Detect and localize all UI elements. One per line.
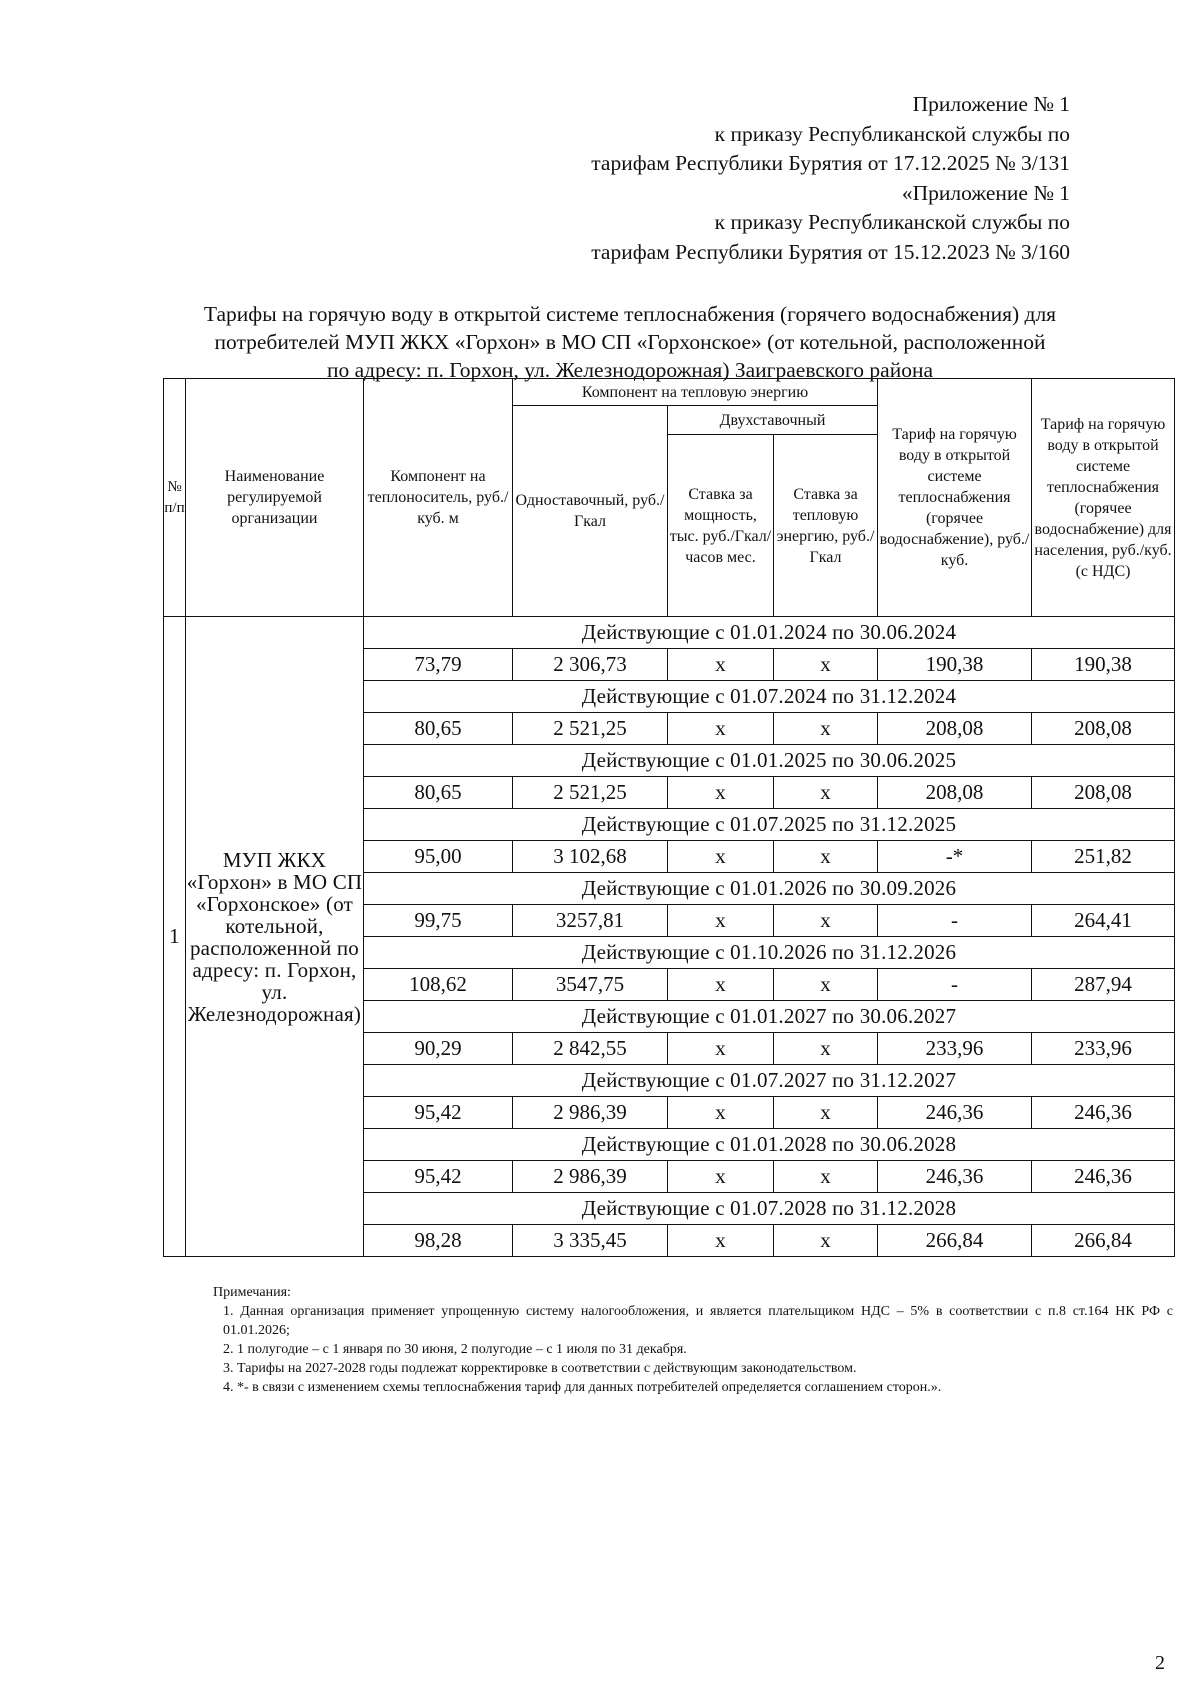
cell-coolant: 95,42 (364, 1161, 513, 1193)
cell-single: 3257,81 (513, 905, 668, 937)
cell-power: х (668, 841, 774, 873)
cell-energy: х (774, 1097, 878, 1129)
cell-power: х (668, 1033, 774, 1065)
cell-tariff: 208,08 (878, 777, 1032, 809)
cell-coolant: 98,28 (364, 1225, 513, 1257)
period-label: Действующие с 01.07.2025 по 31.12.2025 (364, 809, 1175, 841)
header-tariff: Тариф на горячую воду в открытой системе теплоснабжения (горячее водоснабжение), руб./куб. (878, 379, 1032, 617)
cell-energy: х (774, 649, 878, 681)
cell-tariff: - (878, 905, 1032, 937)
period-label: Действующие с 01.07.2027 по 31.12.2027 (364, 1065, 1175, 1097)
cell-tariff: 246,36 (878, 1161, 1032, 1193)
header-line: Приложение № 1 (912, 92, 1070, 116)
cell-coolant: 90,29 (364, 1033, 513, 1065)
cell-single: 3 102,68 (513, 841, 668, 873)
cell-tariff-pop: 287,94 (1032, 969, 1175, 1001)
cell-energy: х (774, 841, 878, 873)
cell-coolant: 80,65 (364, 713, 513, 745)
cell-single: 2 521,25 (513, 777, 668, 809)
header-line: тарифам Республики Бурятия от 15.12.2023 № 3/160 (591, 239, 1070, 264)
cell-power: х (668, 649, 774, 681)
cell-coolant: 80,65 (364, 777, 513, 809)
note-1: 1. Данная организация применяет упрощенную систему налогообложения, и является плательщиком НДС – 5% в соответствии с п.8 ст.164 НК РФ с 01.01.2026; (223, 1304, 1173, 1338)
cell-tariff-pop: 246,36 (1032, 1161, 1175, 1193)
period-label: Действующие с 01.01.2028 по 30.06.2028 (364, 1129, 1175, 1161)
period-label: Действующие с 01.01.2025 по 30.06.2025 (364, 745, 1175, 777)
note-2: 2. 1 полугодие – с 1 января по 30 июня, 2 полугодие – с 1 июля по 31 декабря. (223, 1342, 687, 1357)
appendix-header (591, 90, 1070, 267)
period-label: Действующие с 01.01.2026 по 30.09.2026 (364, 873, 1175, 905)
cell-tariff: - (878, 969, 1032, 1001)
cell-energy: х (774, 969, 878, 1001)
cell-coolant: 108,62 (364, 969, 513, 1001)
cell-tariff: 208,08 (878, 713, 1032, 745)
header-org: Наименование регулируемой организации (186, 379, 364, 617)
cell-energy: х (774, 1033, 878, 1065)
cell-single: 2 842,55 (513, 1033, 668, 1065)
cell-tariff: 266,84 (878, 1225, 1032, 1257)
cell-tariff-pop: 190,38 (1032, 649, 1175, 681)
cell-tariff: 246,36 (878, 1097, 1032, 1129)
cell-single: 2 986,39 (513, 1161, 668, 1193)
period-label: Действующие с 01.10.2026 по 31.12.2026 (364, 937, 1175, 969)
cell-power: х (668, 713, 774, 745)
row-index: 1 (164, 617, 186, 1257)
header-energy-rate: Ставка за тепловую энергию, руб./Гкал (774, 435, 878, 617)
cell-coolant: 95,42 (364, 1097, 513, 1129)
cell-single: 3547,75 (513, 969, 668, 1001)
period-label: Действующие с 01.07.2028 по 31.12.2028 (364, 1193, 1175, 1225)
cell-power: х (668, 777, 774, 809)
header-line: тарифам Республики Бурятия от 17.12.2025 № 3/131 (591, 151, 1070, 175)
header-line: к приказу Республиканской службы по (714, 121, 1070, 146)
cell-single: 2 521,25 (513, 713, 668, 745)
title-line: по адресу: п. Горхон, ул. Железнодорожная) Заиграевского района (326, 358, 934, 382)
cell-energy: х (774, 1225, 878, 1257)
notes-heading: Примечания: (213, 1285, 291, 1300)
cell-power: х (668, 905, 774, 937)
header-power-rate: Ставка за мощность, тыс. руб./Гкал/ часов мес. (668, 435, 774, 617)
cell-tariff: 233,96 (878, 1033, 1032, 1065)
header-coolant: Компонент на теплоноситель, руб./куб. м (364, 379, 513, 617)
note-4: 4. *- в связи с изменением схемы теплоснабжения тариф для данных потребителей определяется соглашением сторон.». (223, 1380, 942, 1395)
tariff-table (163, 378, 1175, 1257)
document-title (150, 300, 1110, 384)
cell-single: 2 986,39 (513, 1097, 668, 1129)
period-label: Действующие с 01.01.2027 по 30.06.2027 (364, 1001, 1175, 1033)
title-line: Тарифы на горячую воду в открытой системе теплоснабжения (горячего водоснабжения) для (203, 302, 1057, 326)
cell-tariff-pop: 251,82 (1032, 841, 1175, 873)
header-single-rate: Одноставочный, руб./Гкал (513, 406, 668, 617)
header-tariff-population: Тариф на горячую воду в открытой системе теплоснабжения (горячее водоснабжение) для населения, руб./куб. (с НДС) (1032, 379, 1175, 617)
page-number: 2 (1155, 1652, 1165, 1674)
cell-tariff: -* (878, 841, 1032, 873)
cell-coolant: 73,79 (364, 649, 513, 681)
cell-tariff-pop: 233,96 (1032, 1033, 1175, 1065)
cell-tariff-pop: 246,36 (1032, 1097, 1175, 1129)
cell-tariff-pop: 208,08 (1032, 713, 1175, 745)
cell-tariff-pop: 266,84 (1032, 1225, 1175, 1257)
header-line: «Приложение № 1 (901, 180, 1070, 205)
tariff-body (164, 617, 1175, 1257)
cell-power: х (668, 1225, 774, 1257)
header-two-rate: Двухставочный (668, 406, 878, 435)
org-name: МУП ЖКХ «Горхон» в МО СП «Горхонское» (от котельной, расположенной по адресу: п. Горхон, ул. Железнодорожная) (186, 617, 364, 1257)
title-line: потребителей МУП ЖКХ «Горхон» в МО СП «Горхонское» (от котельной, расположенной (214, 330, 1046, 354)
cell-energy: х (774, 1161, 878, 1193)
header-num: № п/п (164, 379, 186, 617)
cell-power: х (668, 1161, 774, 1193)
header-heat-component: Компонент на тепловую энергию (513, 379, 878, 406)
cell-energy: х (774, 905, 878, 937)
cell-coolant: 99,75 (364, 905, 513, 937)
cell-tariff-pop: 264,41 (1032, 905, 1175, 937)
cell-single: 2 306,73 (513, 649, 668, 681)
period-label: Действующие с 01.07.2024 по 31.12.2024 (364, 681, 1175, 713)
notes (163, 1283, 1173, 1397)
cell-tariff-pop: 208,08 (1032, 777, 1175, 809)
cell-tariff: 190,38 (878, 649, 1032, 681)
cell-single: 3 335,45 (513, 1225, 668, 1257)
cell-energy: х (774, 713, 878, 745)
period-label: Действующие с 01.01.2024 по 30.06.2024 (364, 617, 1175, 649)
cell-energy: х (774, 777, 878, 809)
header-line: к приказу Республиканской службы по (714, 210, 1070, 234)
note-3: 3. Тарифы на 2027-2028 годы подлежат корректировке в соответствии с действующим законодательством. (223, 1361, 857, 1376)
cell-coolant: 95,00 (364, 841, 513, 873)
cell-power: х (668, 969, 774, 1001)
cell-power: х (668, 1097, 774, 1129)
